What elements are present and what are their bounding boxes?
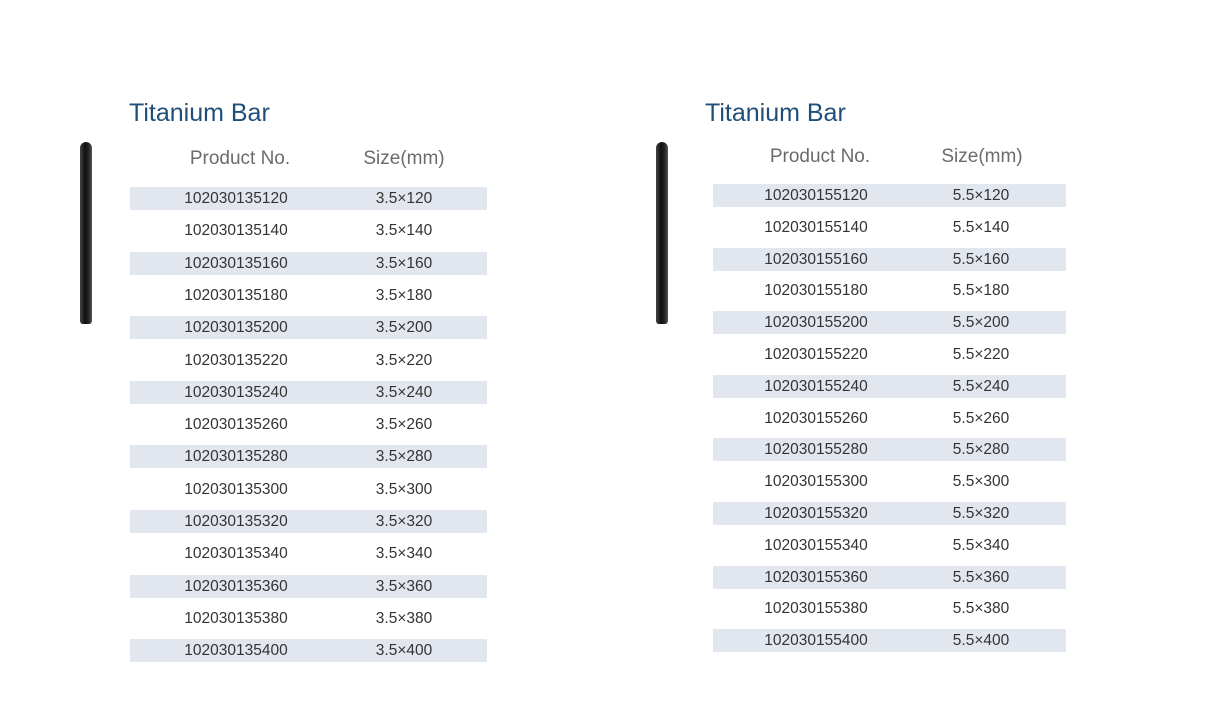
size-cell: 3.5×180 (375, 286, 433, 304)
size-cell: 3.5×320 (375, 513, 433, 530)
product-no-cell: 102030135200 (184, 319, 288, 337)
product-no-cell: 102030155400 (764, 632, 868, 650)
header-size: Size(mm) (941, 146, 1023, 167)
table-row (713, 629, 1066, 652)
table-row (130, 607, 487, 630)
product-no-cell: 102030135260 (184, 416, 288, 434)
size-cell: 3.5×360 (375, 577, 433, 595)
size-cell: 5.5×220 (952, 346, 1010, 363)
size-cell: 3.5×140 (375, 222, 433, 240)
product-no-cell: 102030135160 (184, 254, 288, 272)
size-cell: 5.5×140 (952, 218, 1010, 236)
product-no-cell: 102030135240 (184, 383, 288, 401)
product-no-cell: 102030135120 (184, 190, 288, 207)
product-no-cell: 102030135400 (184, 642, 288, 660)
table-row (713, 279, 1066, 302)
header-size: Size(mm) (363, 148, 445, 169)
titanium-bar-image (656, 142, 668, 324)
table-row (130, 219, 487, 242)
table-row (130, 381, 487, 404)
product-no-cell: 102030135140 (184, 222, 288, 240)
product-no-cell: 102030155180 (764, 282, 868, 300)
product-no-cell: 102030155120 (764, 187, 868, 204)
table-row (713, 597, 1066, 620)
product-no-cell: 102030135340 (184, 545, 288, 563)
size-cell: 3.5×200 (375, 319, 433, 337)
table-row (130, 510, 487, 533)
size-cell: 5.5×340 (952, 536, 1010, 554)
product-no-cell: 102030135320 (184, 513, 288, 530)
size-cell: 5.5×280 (952, 441, 1010, 459)
size-cell: 5.5×120 (952, 187, 1010, 204)
product-no-cell: 102030155280 (764, 441, 868, 459)
size-cell: 3.5×340 (375, 545, 433, 563)
size-cell: 5.5×360 (952, 568, 1010, 586)
product-no-cell: 102030135220 (184, 351, 288, 369)
table-row (713, 534, 1066, 557)
size-cell: 3.5×240 (375, 383, 433, 401)
table-row (713, 311, 1066, 334)
titanium-bar-image (80, 142, 92, 324)
product-no-cell: 102030155380 (764, 600, 868, 618)
size-cell: 5.5×260 (952, 409, 1010, 427)
table-row (713, 184, 1066, 207)
table-row (130, 413, 487, 436)
table-row (713, 375, 1066, 398)
size-cell: 5.5×320 (952, 505, 1010, 522)
size-cell: 3.5×280 (375, 448, 433, 466)
product-no-cell: 102030155160 (764, 250, 868, 268)
product-no-cell: 102030135180 (184, 286, 288, 304)
table-row (713, 407, 1066, 430)
size-cell: 5.5×400 (952, 632, 1010, 650)
size-cell: 5.5×240 (952, 377, 1010, 395)
product-no-cell: 102030155340 (764, 536, 868, 554)
table-title: Titanium Bar (129, 99, 270, 127)
size-cell: 3.5×220 (375, 351, 433, 369)
product-no-cell: 102030135380 (184, 609, 288, 627)
size-cell: 5.5×300 (952, 473, 1010, 491)
table-row (130, 349, 487, 372)
size-cell: 5.5×380 (952, 600, 1010, 618)
size-cell: 3.5×120 (375, 190, 433, 207)
table-row (130, 187, 487, 210)
size-cell: 3.5×400 (375, 642, 433, 660)
table-row (713, 248, 1066, 271)
size-cell: 5.5×180 (952, 282, 1010, 300)
product-no-cell: 102030155300 (764, 473, 868, 491)
size-cell: 5.5×160 (952, 250, 1010, 268)
size-cell: 3.5×300 (375, 480, 433, 498)
table-row (130, 478, 487, 501)
size-cell: 3.5×160 (375, 254, 433, 272)
table-row (713, 566, 1066, 589)
table-title: Titanium Bar (705, 99, 846, 127)
table-row (130, 575, 487, 598)
product-no-cell: 102030155320 (764, 505, 868, 522)
product-no-cell: 102030155260 (764, 409, 868, 427)
product-no-cell: 102030155360 (764, 568, 868, 586)
table-row (713, 438, 1066, 461)
table-row (713, 343, 1066, 366)
product-no-cell: 102030155220 (764, 346, 868, 363)
product-no-cell: 102030135300 (184, 480, 288, 498)
table-row (130, 445, 487, 468)
product-no-cell: 102030155200 (764, 314, 868, 332)
size-cell: 3.5×380 (375, 609, 433, 627)
size-cell: 3.5×260 (375, 416, 433, 434)
header-product-no: Product No. (189, 148, 291, 169)
table-row (713, 470, 1066, 493)
table-row (130, 284, 487, 307)
table-row (713, 502, 1066, 525)
product-no-cell: 102030155140 (764, 218, 868, 236)
table-row (130, 252, 487, 275)
table-row (130, 542, 487, 565)
table-row (130, 639, 487, 662)
table-row (713, 216, 1066, 239)
product-no-cell: 102030135280 (184, 448, 288, 466)
product-no-cell: 102030155240 (764, 377, 868, 395)
product-no-cell: 102030135360 (184, 577, 288, 595)
header-product-no: Product No. (769, 146, 871, 167)
table-row (130, 316, 487, 339)
size-cell: 5.5×200 (952, 314, 1010, 332)
